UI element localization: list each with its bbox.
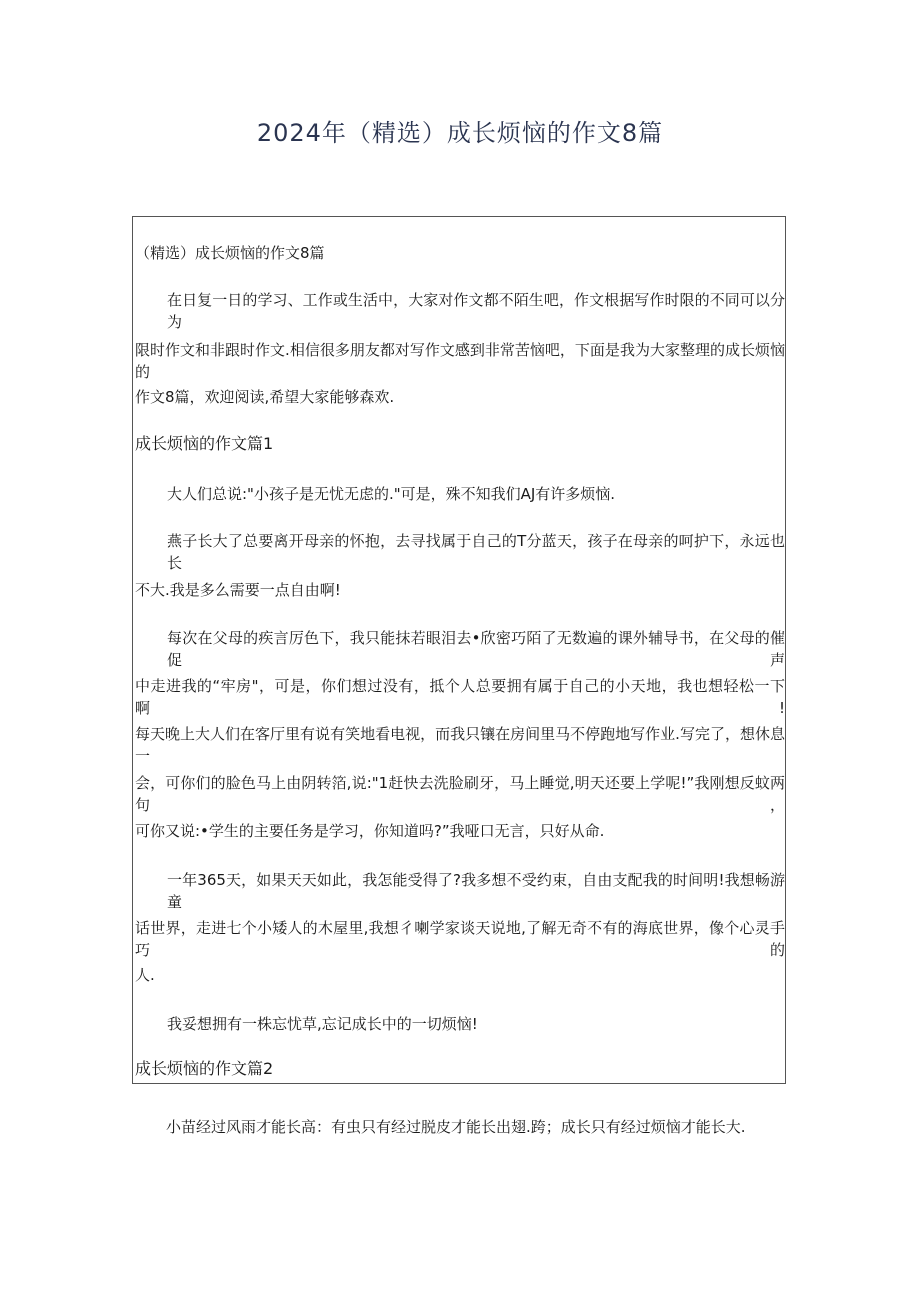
essay-2-paragraph-1: 小苗经过风雨才能长高：有虫只有经过脱皮才能长出翅.跨；成长只有经过烦恼才能长大. bbox=[166, 1118, 746, 1136]
intro-line-2: 限时作文和非跟时作文.相信很多朋友都对写作文感到非常苦恼吧，下面是我为大家整理的成长烦恼的 bbox=[135, 341, 785, 381]
intro-line-3: 作文8篇，欢迎阅读,希望大家能够森欢. bbox=[135, 388, 395, 406]
essay-1-paragraph-1: 大人们总说:"小孩子是无忧无虑的."可是，殊不知我们AJ有许多烦恼. bbox=[167, 485, 616, 503]
essay-1-paragraph-2-line-2: 不大.我是多么需要一点自由啊! bbox=[135, 581, 341, 599]
essay-1-paragraph-4-line-3: 人. bbox=[135, 966, 155, 984]
essay-1-paragraph-3-line-2: 中走进我的“牢房"，可是，你们想过没有，抵个人总要拥有属于自己的小天地，我也想轻松一下啊! bbox=[135, 677, 785, 717]
essay-1-paragraph-5: 我妥想拥有一株忘忧草,忘记成长中的一切烦恼! bbox=[167, 1015, 478, 1033]
essay-1-paragraph-4-line-2: 话世界，走进七个小矮人的木屋里,我想彳喇学家谈天说地,了解无奇不有的海底世界，像个心灵手巧的 bbox=[135, 919, 785, 959]
page-title: 2024年（精选）成长烦恼的作文8篇 bbox=[256, 119, 664, 147]
content-box bbox=[132, 216, 786, 1084]
essay-2-heading: 成长烦恼的作文篇2 bbox=[135, 1059, 274, 1078]
essay-1-paragraph-3-line-5: 可你又说:•学生的主要任务是学习，你知道吗?”我哑口无言，只好从命. bbox=[135, 822, 605, 840]
essay-1-paragraph-2-line-1: 燕子长大了总要离开母亲的怀抱，去寻找属于自己的T分蓝天，孩子在母亲的呵护下，永远也长 bbox=[167, 532, 785, 572]
essay-1-heading: 成长烦恼的作文篇1 bbox=[135, 434, 274, 453]
essay-1-paragraph-3-line-4: 会，可你们的脸色马上由阴转箔,说:"1赶快去洗脸刷牙，马上睡觉,明天还要上学呢!”我刚想反蚊两句， bbox=[135, 774, 785, 814]
essay-1-paragraph-4-line-1: 一年365天，如果天天如此，我怎能受得了?我多想不受约束，自由支配我的时间明!我想畅游童 bbox=[167, 871, 785, 911]
intro-line-1: 在日复一日的学习、工作或生活中，大家对作文都不陌生吧，作文根据写作时限的不同可以分为 bbox=[167, 291, 785, 331]
essay-1-paragraph-3-line-1: 每次在父母的疾言厉色下，我只能抹若眼泪去•欣密巧陌了无数遍的课外辅导书，在父母的催促声 bbox=[167, 629, 785, 669]
essay-1-paragraph-3-line-3: 每天晚上大人们在客厅里有说有笑地看电视，而我只镶在房间里马不停跑地写作业.写完了，想休息一 bbox=[135, 725, 785, 765]
box-subtitle: （精选）成长烦恼的作文8篇 bbox=[135, 244, 325, 262]
